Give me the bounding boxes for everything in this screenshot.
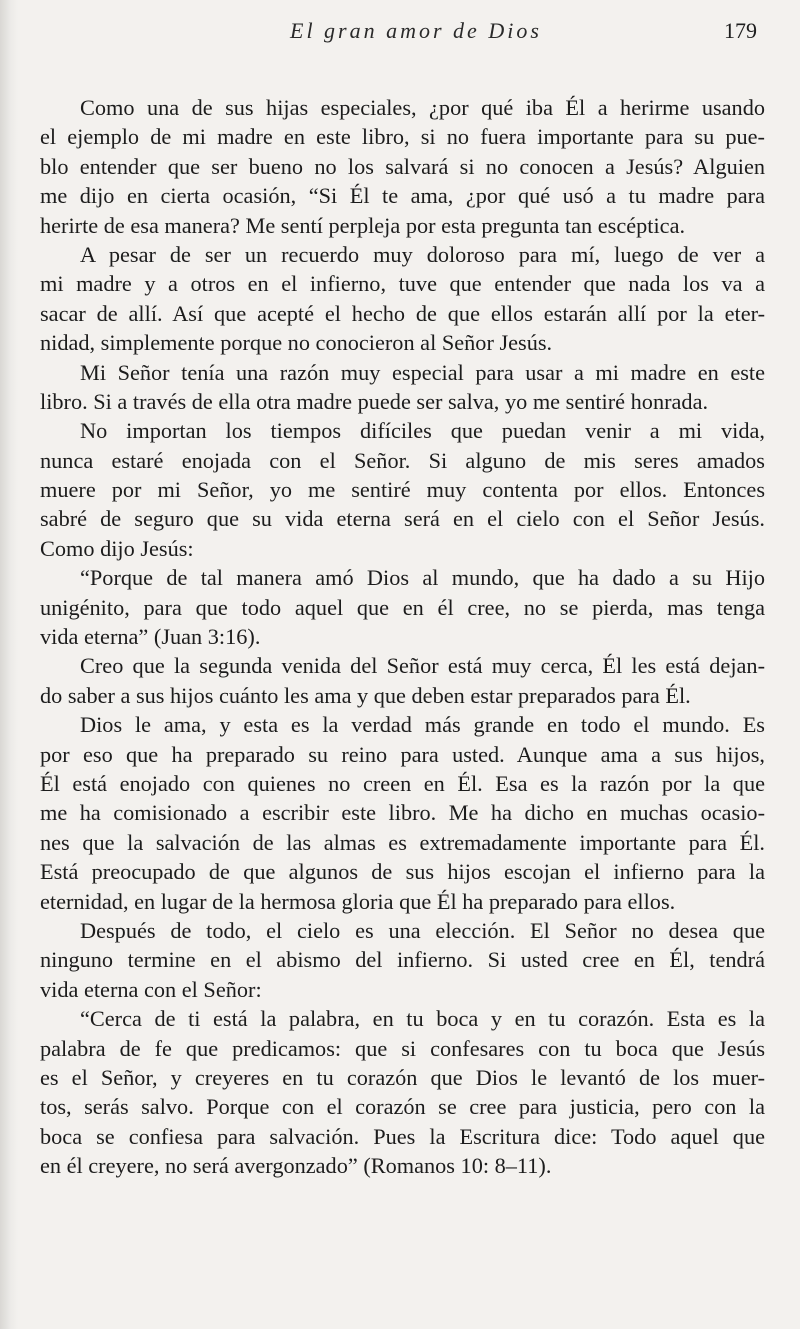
text-line: Dios le ama, y esta es la verdad más grande en todo el mundo. Es — [80, 712, 765, 738]
text-line: herirte de esa manera? Me sentí perpleja por esta pregunta tan escéptica. — [40, 212, 686, 238]
text-line: nes que la salvación de las almas es extremadamente importante para Él. — [40, 829, 765, 855]
text-line: libro. Si a través de ella otra madre puede ser salva, yo me sentiré honrada. — [40, 388, 709, 414]
paragraph — [40, 240, 765, 358]
text-line: sabré de seguro que su vida eterna será en el cielo con el Señor Jesús. — [40, 506, 765, 532]
text-line: “Cerca de ti está la palabra, en tu boca y en tu corazón. Esta es la — [80, 1006, 765, 1032]
text-line: nidad, simplemente porque no conocieron al Señor Jesús. — [40, 330, 553, 356]
text-line: Como una de sus hijas especiales, ¿por qué iba Él a herirme usando — [80, 95, 765, 120]
running-title: El gran amor de Dios — [290, 18, 542, 43]
text-line: es el Señor, y creyeres en tu corazón que Dios le levantó de los muer- — [40, 1064, 765, 1090]
text-line: No importan los tiempos difíciles que puedan venir a mi vida, — [80, 418, 765, 444]
paragraph — [40, 416, 765, 563]
text-line: nunca estaré enojada con el Señor. Si alguno de mis seres amados — [40, 447, 765, 473]
text-line: eternidad, en lugar de la hermosa gloria que Él ha preparado para ellos. — [40, 888, 676, 914]
paragraph — [40, 93, 765, 240]
text-line: Mi Señor tenía una razón muy especial para usar a mi madre en este — [80, 359, 765, 385]
text-line: vida eterna” (Juan 3:16). — [40, 624, 261, 650]
text-line: do saber a sus hijos cuánto les ama y que deben estar preparados para Él. — [40, 682, 691, 708]
paragraph — [40, 358, 765, 417]
text-line: “Porque de tal manera amó Dios al mundo, que ha dado a su Hijo — [80, 565, 765, 591]
paragraph — [40, 710, 765, 916]
text-line: mi madre y a otros en el infierno, tuve que entender que nada los va a — [40, 271, 765, 297]
text-line: Él está enojado con quienes no creen en Él. Esa es la razón por la que — [40, 770, 765, 796]
paragraph — [40, 651, 765, 710]
text-line: Como dijo Jesús: — [40, 535, 194, 561]
text-line: tos, serás salvo. Porque con el corazón se cree para justicia, pero con la — [40, 1094, 765, 1120]
text-line: muere por mi Señor, yo me sentiré muy contenta por ellos. Entonces — [40, 477, 765, 503]
text-line: vida eterna con el Señor: — [40, 976, 262, 1002]
text-line: Después de todo, el cielo es una elección. El Señor no desea que — [80, 917, 765, 943]
page-gutter-shadow — [0, 0, 18, 1329]
running-header — [0, 18, 800, 48]
paragraph — [40, 916, 765, 1004]
text-line: unigénito, para que todo aquel que en él cree, no se pierda, mas tenga — [40, 594, 765, 620]
text-line: me ha comisionado a escribir este libro. Me ha dicho en muchas ocasio- — [40, 800, 765, 826]
text-line: me dijo en cierta ocasión, “Si Él te ama, ¿por qué usó a tu madre para — [40, 183, 765, 209]
text-line: Está preocupado de que algunos de sus hijos escojan el infierno para la — [40, 859, 765, 885]
text-line: A pesar de ser un recuerdo muy doloroso para mí, luego de ver a — [80, 241, 765, 267]
page-number: 179 — [724, 18, 757, 43]
text-line: ninguno termine en el abismo del infierno. Si usted cree en Él, tendrá — [40, 947, 765, 973]
paragraph — [40, 1004, 765, 1180]
text-line: palabra de fe que predicamos: que si confesares con tu boca que Jesús — [40, 1035, 765, 1061]
text-line: en él creyere, no será avergonzado” (Romanos 10: 8–11). — [40, 1153, 552, 1179]
body-text — [40, 93, 765, 1180]
text-line: Creo que la segunda venida del Señor está muy cerca, Él les está dejan- — [80, 653, 765, 679]
text-line: sacar de allí. Así que acepté el hecho de que ellos estarán allí por la eter- — [40, 300, 765, 326]
text-line: el ejemplo de mi madre en este libro, si no fuera importante para su pue- — [40, 124, 765, 150]
text-line: blo entender que ser bueno no los salvará si no conocen a Jesús? Alguien — [40, 153, 765, 179]
text-line: por eso que ha preparado su reino para usted. Aunque ama a sus hijos, — [40, 741, 765, 767]
text-line: boca se confiesa para salvación. Pues la Escritura dice: Todo aquel que — [40, 1123, 765, 1149]
paragraph — [40, 563, 765, 651]
